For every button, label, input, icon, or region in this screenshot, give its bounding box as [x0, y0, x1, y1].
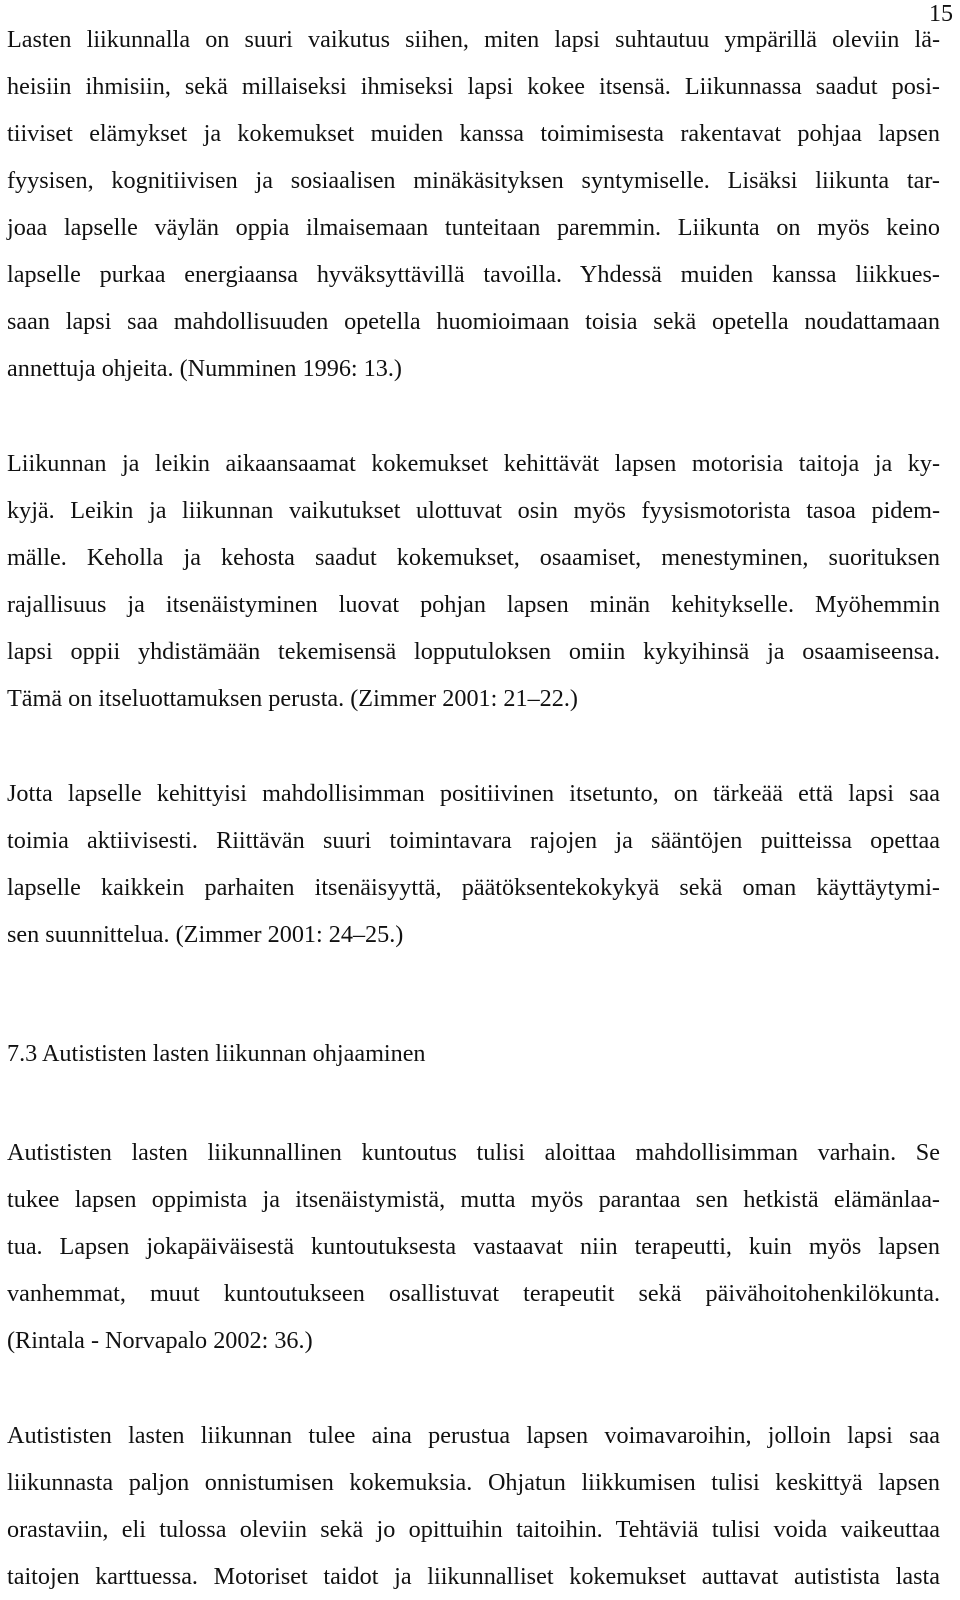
text-line: Autististen lasten liikunnallinen kuntoutus tulisi aloittaa mahdollisimman varhain. Se — [7, 1139, 940, 1166]
paragraph-1 — [7, 16, 940, 392]
text-line: joaa lapselle väylän oppia ilmaisemaan tunteitaan paremmin. Liikunta on myös keino — [7, 214, 940, 241]
page-number: 15 — [929, 1, 953, 27]
text-line: tiiviset elämykset ja kokemukset muiden kanssa toimimisesta rakentavat pohjaa lapsen — [7, 120, 940, 147]
text-line: liikunnasta paljon onnistumisen kokemuksia. Ohjatun liikkumisen tulisi keskittyä lapsen — [7, 1469, 940, 1496]
section-heading: 7.3 Autististen lasten liikunnan ohjaaminen — [7, 1040, 426, 1067]
text-line: taitojen karttuessa. Motoriset taidot ja liikunnalliset kokemukset auttavat autistista lasta — [7, 1563, 940, 1590]
text-line: sen suunnittelua. (Zimmer 2001: 24–25.) — [7, 921, 404, 948]
text-line: Liikunnan ja leikin aikaansaamat kokemukset kehittävät lapsen motorisia taitoja ja ky- — [7, 450, 940, 477]
text-line: Autististen lasten liikunnan tulee aina perustua lapsen voimavaroihin, jolloin lapsi saa — [7, 1422, 940, 1449]
paragraph-3 — [7, 770, 940, 958]
text-line: kyjä. Leikin ja liikunnan vaikutukset ulottuvat osin myös fyysismotorista tasoa pidem- — [7, 497, 940, 524]
text-line: tua. Lapsen jokapäiväisestä kuntoutuksesta vastaavat niin terapeutti, kuin myös lapsen — [7, 1233, 940, 1260]
text-line: tukee lapsen oppimista ja itsenäistymistä, mutta myös parantaa sen hetkistä elämänlaa- — [7, 1186, 940, 1213]
text-line: saan lapsi saa mahdollisuuden opetella huomioimaan toisia sekä opetella noudattamaan — [7, 308, 940, 335]
paragraph-spacer — [7, 1364, 940, 1412]
text-line: heisiin ihmisiin, sekä millaiseksi ihmiseksi lapsi kokee itsensä. Liikunnassa saadut posi- — [7, 73, 940, 100]
text-line: fyysisen, kognitiivisen ja sosiaalisen minäkäsityksen syntymiselle. Lisäksi liikunta tar- — [7, 167, 940, 194]
text-line: mälle. Keholla ja kehosta saadut kokemukset, osaamiset, menestyminen, suorituksen — [7, 544, 940, 571]
text-line: Tämä on itseluottamuksen perusta. (Zimmer 2001: 21–22.) — [7, 685, 578, 712]
text-line: Lasten liikunnalla on suuri vaikutus siihen, miten lapsi suhtautuu ympärillä oleviin lä- — [7, 26, 940, 53]
text-line: Jotta lapselle kehittyisi mahdollisimman positiivinen itsetunto, on tärkeää että lapsi saa — [7, 780, 940, 807]
heading-spacer — [7, 1077, 940, 1129]
text-line: toimia aktiivisesti. Riittävän suuri toimintavara rajojen ja sääntöjen puitteissa opettaa — [7, 827, 940, 854]
text-line: lapsi oppii yhdistämään tekemisensä lopputuloksen omiin kykyihinsä ja osaamiseensa. — [7, 638, 940, 665]
document-body — [7, 16, 940, 1600]
text-line: annettuja ohjeita. (Numminen 1996: 13.) — [7, 355, 402, 382]
paragraph-spacer — [7, 722, 940, 770]
text-line: (Rintala - Norvapalo 2002: 36.) — [7, 1327, 313, 1354]
paragraph-spacer — [7, 392, 940, 440]
paragraph-5 — [7, 1412, 940, 1600]
text-line: orastaviin, eli tulossa oleviin sekä jo opittuihin taitoihin. Tehtäviä tulisi voida vaikeuttaa — [7, 1516, 940, 1543]
text-line: lapselle kaikkein parhaiten itsenäisyyttä, päätöksentekokykyä sekä oman käyttäytymi- — [7, 874, 940, 901]
text-line: vanhemmat, muut kuntoutukseen osallistuvat terapeutit sekä päivähoitohenkilökunta. — [7, 1280, 940, 1307]
text-line: lapselle purkaa energiaansa hyväksyttävillä tavoilla. Yhdessä muiden kanssa liikkues- — [7, 261, 940, 288]
paragraph-4 — [7, 1129, 940, 1364]
section-spacer — [7, 958, 940, 1030]
text-line: rajallisuus ja itsenäistyminen luovat pohjan lapsen minän kehitykselle. Myöhemmin — [7, 591, 940, 618]
paragraph-2 — [7, 440, 940, 722]
